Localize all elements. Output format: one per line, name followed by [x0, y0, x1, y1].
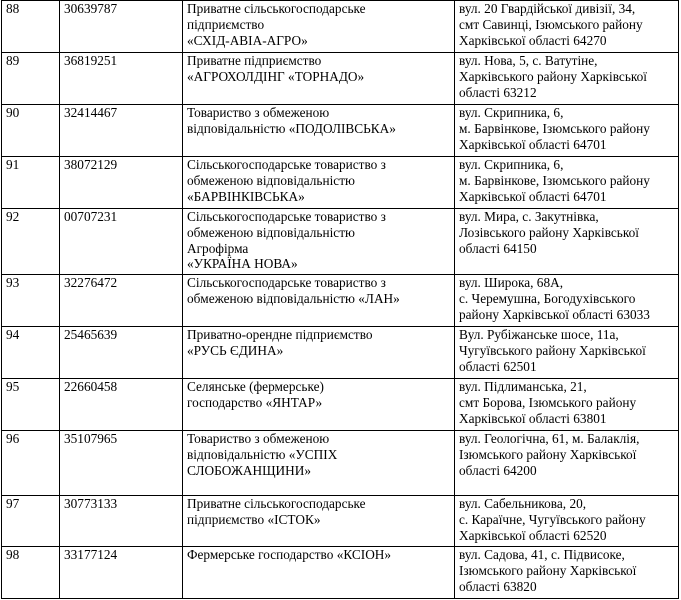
table-row: [2, 157, 679, 209]
table-row: [2, 547, 679, 599]
row-number: 98: [2, 547, 60, 599]
enterprise-name: Товариство з обмеженою відповідальністю «ПОДОЛІВСЬКА»: [183, 105, 455, 157]
row-number: 94: [2, 327, 60, 379]
row-number: 96: [2, 431, 60, 496]
table-row: [2, 327, 679, 379]
table-row: [2, 1, 679, 53]
edrpou-code: 36819251: [60, 53, 183, 105]
table-row: [2, 209, 679, 275]
enterprise-name: Селянське (фермерське) господарство «ЯНТАР»: [183, 379, 455, 431]
enterprise-address: вул. Підлиманська, 21, смт Борова, Ізюмського району Харківської області 63801: [455, 379, 679, 431]
row-number: 97: [2, 496, 60, 547]
table-row: [2, 53, 679, 105]
row-number: 91: [2, 157, 60, 209]
row-number: 88: [2, 1, 60, 53]
row-number: 90: [2, 105, 60, 157]
row-number: 95: [2, 379, 60, 431]
enterprise-name: Приватне підприємство «АГРОХОЛДІНГ «ТОРНАДО»: [183, 53, 455, 105]
enterprise-address: вул. Скрипника, 6, м. Барвінкове, Ізюмського району Харківської області 64701: [455, 105, 679, 157]
enterprise-registry-table: [1, 0, 679, 599]
table-row: [2, 275, 679, 327]
enterprise-address: вул. Садова, 41, с. Підвисоке, Ізюмського району Харківської області 63820: [455, 547, 679, 599]
edrpou-code: 00707231: [60, 209, 183, 275]
edrpou-code: 25465639: [60, 327, 183, 379]
edrpou-code: 32414467: [60, 105, 183, 157]
enterprise-name: Фермерське господарство «КСІОН»: [183, 547, 455, 599]
enterprise-address: вул. 20 Гвардійської дивізії, 34, смт Савинці, Ізюмського району Харківської області 64270: [455, 1, 679, 53]
enterprise-name: Приватне сільськогосподарське підприємство «СХІД-АВІА-АГРО»: [183, 1, 455, 53]
edrpou-code: 30773133: [60, 496, 183, 547]
edrpou-code: 22660458: [60, 379, 183, 431]
enterprise-address: вул. Геологічна, 61, м. Балаклія, Ізюмського району Харківської області 64200: [455, 431, 679, 496]
row-number: 93: [2, 275, 60, 327]
edrpou-code: 32276472: [60, 275, 183, 327]
table-row: [2, 431, 679, 496]
edrpou-code: 38072129: [60, 157, 183, 209]
enterprise-name: Сільськогосподарське товариство з обмеженою відповідальністю Агрофірма «УКРАЇНА НОВА»: [183, 209, 455, 275]
edrpou-code: 33177124: [60, 547, 183, 599]
row-number: 89: [2, 53, 60, 105]
table-row: [2, 496, 679, 547]
table-row: [2, 379, 679, 431]
enterprise-name: Приватно-орендне підприємство «РУСЬ ЄДИНА»: [183, 327, 455, 379]
enterprise-address: вул. Скрипника, 6, м. Барвінкове, Ізюмського району Харківської області 64701: [455, 157, 679, 209]
enterprise-address: вул. Сабельникова, 20, с. Караїчне, Чугуївського району Харківської області 62520: [455, 496, 679, 547]
enterprise-name: Приватне сільськогосподарське підприємство «ІСТОК»: [183, 496, 455, 547]
registry-table-body: [2, 1, 679, 599]
enterprise-address: вул. Нова, 5, с. Ватутіне, Харківського району Харківської області 63212: [455, 53, 679, 105]
enterprise-address: вул. Мира, с. Закутнівка, Лозівського району Харківської області 64150: [455, 209, 679, 275]
enterprise-name: Сільськогосподарське товариство з обмеженою відповідальністю «БАРВІНКІВСЬКА»: [183, 157, 455, 209]
edrpou-code: 30639787: [60, 1, 183, 53]
enterprise-name: Сільськогосподарське товариство з обмеженою відповідальністю «ЛАН»: [183, 275, 455, 327]
enterprise-address: вул. Широка, 68А, с. Черемушна, Богодухівського району Харківської області 63033: [455, 275, 679, 327]
row-number: 92: [2, 209, 60, 275]
enterprise-name: Товариство з обмеженою відповідальністю «УСПІХ СЛОБОЖАНЩИНИ»: [183, 431, 455, 496]
edrpou-code: 35107965: [60, 431, 183, 496]
enterprise-address: Вул. Рубіжанське шосе, 11а, Чугуївського району Харківської області 62501: [455, 327, 679, 379]
table-row: [2, 105, 679, 157]
